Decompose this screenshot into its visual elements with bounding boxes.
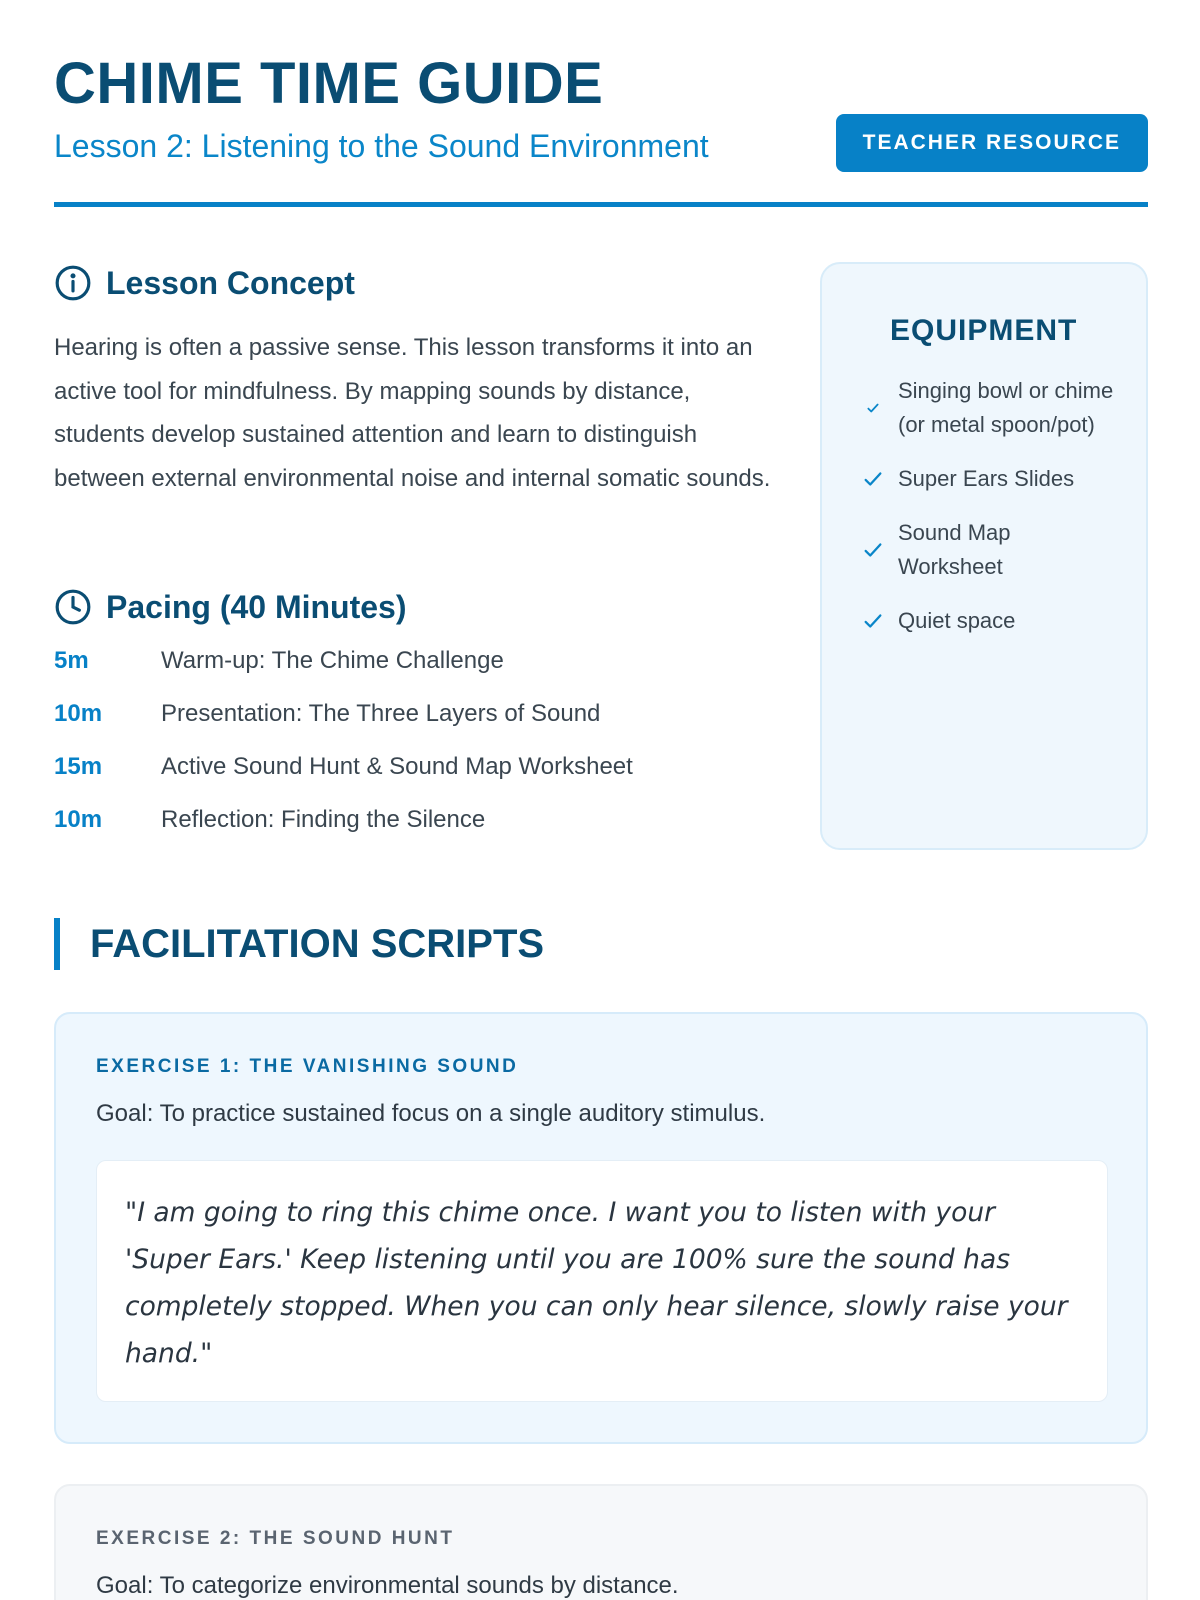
check-icon (862, 610, 884, 632)
pacing-label: Pacing (40 Minutes) (106, 588, 407, 625)
pacing-row (54, 805, 794, 858)
facilitation-scripts-heading (54, 918, 544, 970)
equipment-panel (820, 262, 1148, 850)
equipment-item (862, 462, 1122, 496)
lesson-subtitle: Lesson 2: Listening to the Sound Environment (54, 128, 709, 164)
pacing-row (54, 752, 794, 805)
equipment-item-label: Sound Map Worksheet (898, 520, 1011, 579)
equipment-item (862, 516, 1122, 584)
section-accent-bar (54, 918, 60, 970)
script-quote: "I am going to ring this chime once. I want you to listen with your 'Super Ears.' Keep listening until you are 100% sure the sound has completely stopped. When you can only hear silence, slowly raise your hand." (125, 1197, 1068, 1369)
info-icon (54, 264, 92, 302)
equipment-list (862, 374, 1122, 658)
script-quote-box (96, 1160, 1108, 1402)
equipment-item-label: Quiet space (898, 608, 1016, 633)
lesson-concept-heading (54, 264, 355, 302)
exercise-goal: Goal: To categorize environmental sounds by distance. (96, 1572, 679, 1599)
equipment-title: EQUIPMENT (890, 314, 1078, 347)
lesson-concept-text: Hearing is often a passive sense. This lesson transforms it into an active tool for mindfulness. By mapping sounds by distance, students develop sustained attention and learn to distinguish between external environmental noise and internal somatic sounds. (54, 334, 771, 492)
exercise-card (54, 1012, 1148, 1444)
pacing-activity: Presentation: The Three Layers of Sound (161, 700, 601, 727)
exercise-card (54, 1484, 1148, 1600)
equipment-item-label: Super Ears Slides (898, 466, 1075, 491)
page-header (54, 50, 1148, 166)
equipment-item (862, 604, 1122, 638)
pacing-time: 10m (54, 700, 103, 727)
pacing-time: 5m (54, 647, 89, 674)
teacher-resource-badge: TEACHER RESOURCE (836, 114, 1148, 172)
header-divider (54, 202, 1148, 207)
equipment-item (862, 374, 1122, 442)
pacing-activity: Warm-up: The Chime Challenge (161, 647, 504, 674)
check-icon (862, 468, 884, 490)
pacing-heading (54, 588, 407, 626)
exercise-label: EXERCISE 2: THE SOUND HUNT (96, 1528, 455, 1549)
page-title: CHIME TIME GUIDE (54, 51, 604, 116)
check-icon (862, 539, 884, 561)
lesson-concept-label: Lesson Concept (106, 264, 355, 301)
check-icon (866, 401, 880, 415)
pacing-row (54, 646, 794, 699)
exercise-goal: Goal: To practice sustained focus on a single auditory stimulus. (96, 1100, 766, 1127)
pacing-list (54, 646, 794, 858)
pacing-activity: Active Sound Hunt & Sound Map Worksheet (161, 753, 633, 780)
equipment-item-label: Singing bowl or chime (or metal spoon/pot) (898, 378, 1114, 437)
exercise-label: EXERCISE 1: THE VANISHING SOUND (96, 1056, 519, 1077)
facilitation-scripts-title: FACILITATION SCRIPTS (90, 921, 545, 966)
pacing-activity: Reflection: Finding the Silence (161, 806, 486, 833)
pacing-row (54, 699, 794, 752)
pacing-time: 10m (54, 806, 103, 833)
pacing-time: 15m (54, 753, 103, 780)
clock-icon (54, 588, 92, 626)
